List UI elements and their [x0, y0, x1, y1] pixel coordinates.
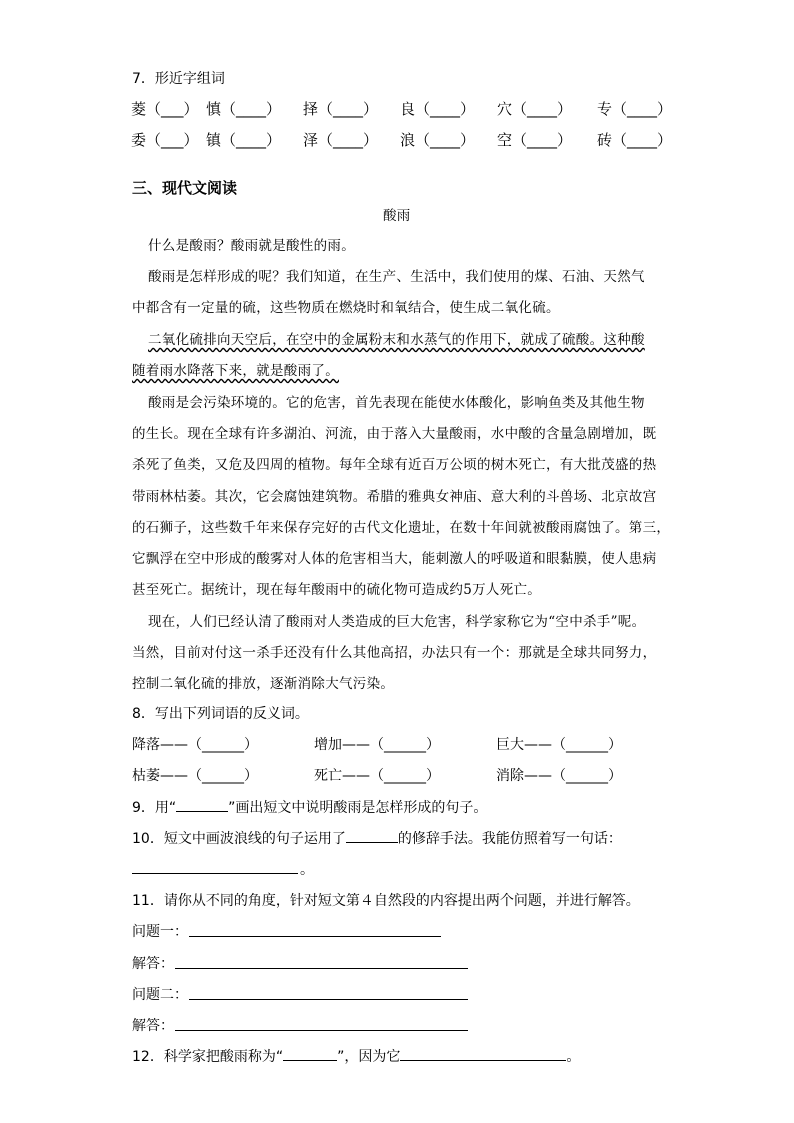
q9-prefix: 9．用“ — [132, 800, 177, 816]
article-line: 当然，目前对付这一杀手还没有什么其他高招，办法只有一个：那就是全球共同努力， — [132, 645, 657, 661]
q8-title: 8．写出下列词语的反义词。 — [132, 706, 309, 722]
q7-item: 浪（____） — [400, 131, 476, 149]
q11-question1-label: 问题一： — [132, 924, 188, 940]
q7-item: 穴（____） — [497, 100, 573, 118]
article-line: 杀死了鱼类，又危及四周的植物。每年全球有近百万公顷的树木死亡，有大批茂盛的热 — [132, 457, 657, 473]
q9 — [132, 797, 487, 817]
q11-question2-label: 问题二： — [132, 987, 188, 1003]
q11-answer1-label: 解答： — [132, 956, 174, 972]
q7-item: 镇（____） — [206, 131, 282, 149]
q11-title: 11．请你从不同的角度，针对短文第４自然段的内容提出两个问题，并进行解答。 — [132, 893, 640, 909]
q7-title: 7．形近字组词 — [132, 71, 225, 87]
q10-answer-line[interactable] — [132, 873, 298, 874]
q10-blank[interactable] — [346, 828, 398, 843]
q7-item: 菱（___） — [131, 100, 199, 118]
article-line: 控制二氧化硫的排放，逐渐消除大气污染。 — [132, 676, 395, 692]
article-line: 随着雨水降落下来，就是酸雨了。 — [132, 363, 339, 379]
section-title: 三、现代文阅读 — [132, 179, 238, 197]
article-line: 二氧化硫排向天空后，在空中的金属粉末和水蒸气的作用下，就成了硫酸。这种酸 — [148, 332, 645, 348]
q11-question2-line[interactable] — [189, 999, 468, 1000]
article-line: 带雨林枯萎。其次，它会腐蚀建筑物。希腊的雅典女神庙、意大利的斗兽场、北京故宫 — [132, 489, 657, 505]
q8-item: 死亡——（______） — [314, 768, 440, 784]
q12-middle: ”，因为它 — [337, 1049, 401, 1065]
article-title: 酸雨 — [383, 208, 411, 224]
article-line: 甚至死亡。据统计，现在每年酸雨中的硫化物可造成约5万人死亡。 — [132, 582, 542, 598]
q7-item: 委（___） — [131, 131, 199, 149]
q12-prefix: 12．科学家把酸雨称为“ — [132, 1049, 284, 1065]
q7-item: 泽（____） — [303, 131, 379, 149]
q7-item: 空（____） — [497, 131, 573, 149]
q11-answer2-line[interactable] — [175, 1030, 468, 1031]
q10 — [132, 828, 622, 848]
q12-blank2[interactable] — [400, 1046, 566, 1061]
q11-question1-line[interactable] — [189, 936, 441, 937]
q11-answer2-label: 解答： — [132, 1018, 174, 1034]
q12-end: 。 — [566, 1049, 581, 1065]
q9-suffix: ”画出短文中说明酸雨是怎样形成的句子。 — [228, 800, 488, 816]
q8-item: 消除——（______） — [496, 768, 622, 784]
q8-item: 增加——（______） — [314, 737, 440, 753]
article-line: 酸雨是怎样形成的呢？我们知道，在生产、生活中，我们使用的煤、石油、天然气 — [148, 269, 645, 285]
q7-item: 择（____） — [303, 100, 379, 118]
article-line: 中都含有一定量的硫，这些物质在燃烧时和氧结合，使生成二氧化硫。 — [132, 300, 560, 316]
article-line: 的石狮子，这些数千年来保存完好的古代文化遗址，在数十年间就被酸雨腐蚀了。第三， — [132, 520, 671, 536]
q12 — [132, 1046, 580, 1066]
article-line: 什么是酸雨？酸雨就是酸性的雨。 — [148, 238, 355, 254]
q8-item: 巨大——（______） — [496, 737, 622, 753]
q8-item: 降落——（______） — [132, 737, 258, 753]
q7-item: 砖（____） — [597, 131, 673, 149]
q12-blank1[interactable] — [283, 1046, 337, 1061]
q7-item: 慎（____） — [206, 100, 282, 118]
article-line: 酸雨是会污染环境的。它的危害，首先表现在能使水体酸化，影响鱼类及其他生物 — [148, 395, 645, 411]
q10-end: 。 — [300, 862, 314, 878]
q10-suffix: 的修辞手法。我能仿照着写一句话： — [397, 831, 622, 847]
q7-item: 专（____） — [597, 100, 673, 118]
article-line: 现在，人们已经认清了酸雨对人类造成的巨大危害，科学家称它为“空中杀手”呢。 — [148, 614, 646, 630]
q9-blank[interactable] — [176, 797, 228, 812]
q8-item: 枯萎——（______） — [132, 768, 258, 784]
q11-answer1-line[interactable] — [175, 968, 468, 969]
q10-prefix: 10．短文中画波浪线的句子运用了 — [132, 831, 346, 847]
q7-item: 良（____） — [400, 100, 476, 118]
article-line: 的生长。现在全球有许多湖泊、河流，由于落入大量酸雨，水中酸的含量急剧增加，既 — [132, 426, 657, 442]
article-line: 它飘浮在空中形成的酸雾对人体的危害相当大，能刺激人的呼吸道和眼黏膜，使人患病 — [132, 551, 657, 567]
